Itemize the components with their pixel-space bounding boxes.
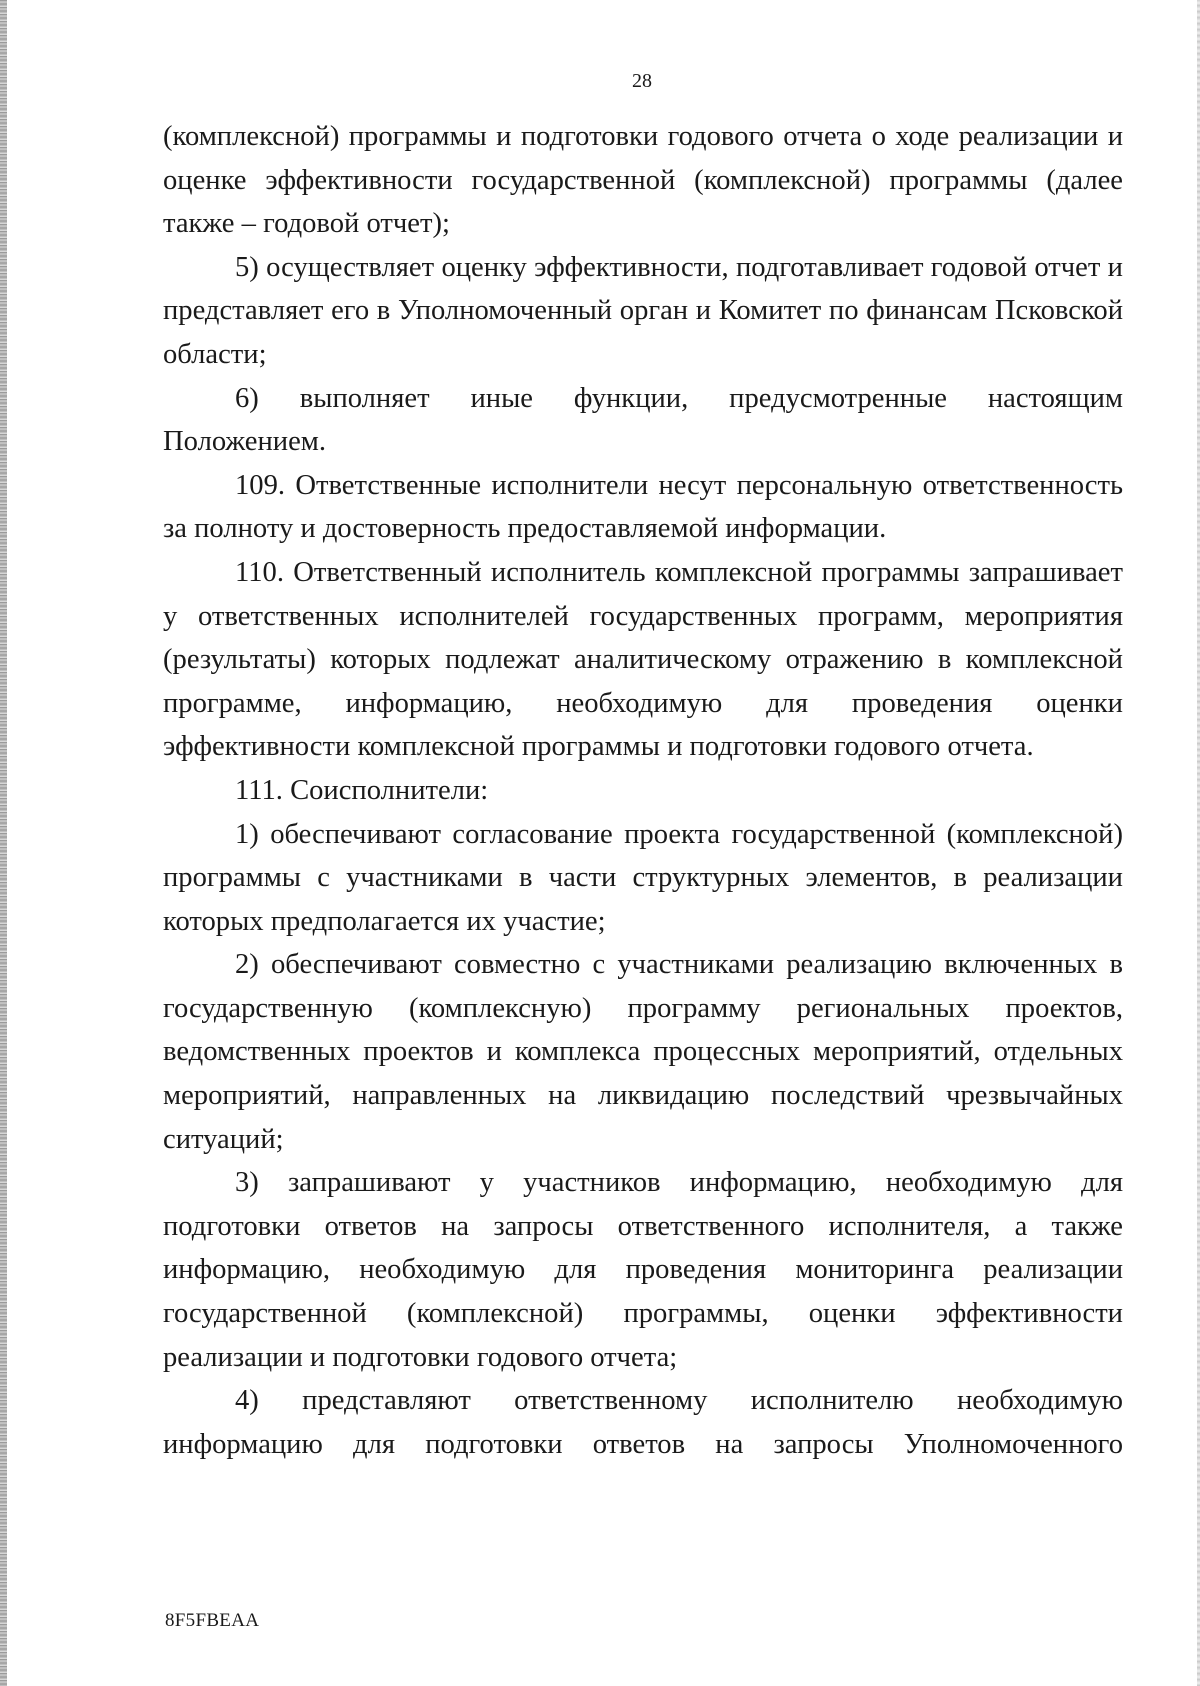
- paragraph-sub-item-3: 3) запрашивают у участников информацию, необходимую для подготовки ответов на запросы ответственного исполнителя, а также информацию, необходимую для проведения мониторинга реализации государственной (комплексной) программы, оценки эффективности реализации и подготовки годового отчета;: [163, 1167, 1123, 1373]
- page-number: 28: [632, 70, 652, 92]
- paragraph-sub-item-2: 2) обеспечивают совместно с участниками реализацию включенных в государственную (комплексную) программу региональных проектов, ведомственных проектов и комплекса процессных мероприятий, отдельных мероприятий, направленных на ликвидацию последствий чрезвычайных ситуаций;: [163, 949, 1123, 1155]
- paragraph-clause-110: 110. Ответственный исполнитель комплексной программы запрашивает у ответственных исполнителей государственных программ, мероприятия (результаты) которых подлежат аналитическому отражению в комплексной программе, информацию, необходимую для проведения оценки эффективности комплексной программы и подготовки годового отчета.: [163, 556, 1123, 763]
- scan-edge-left: [0, 0, 7, 1686]
- document-code: 8F5FBEAA: [165, 1610, 260, 1631]
- paragraph-sub-item-1: 1) обеспечивают согласование проекта государственной (комплексной) программы с участниками в части структурных элементов, в реализации которых предполагается их участие;: [163, 818, 1123, 937]
- paragraph-sub-item-4: 4) представляют ответственному исполнителю необходимую информацию для подготовки ответов на запросы Уполномоченного: [163, 1385, 1123, 1460]
- document-body: [163, 115, 1123, 1466]
- paragraph-item-5: 5) осуществляет оценку эффективности, подготавливает годовой отчет и представляет его в Уполномоченный орган и Комитет по финансам Псковской области;: [163, 251, 1123, 370]
- paragraph-continuation: (комплексной) программы и подготовки годового отчета о ходе реализации и оценке эффективности государственной (комплексной) программы (далее также – годовой отчет);: [163, 121, 1123, 240]
- paragraph-clause-111: 111. Соисполнители:: [235, 774, 489, 806]
- paragraph-clause-109: 109. Ответственные исполнители несут персональную ответственность за полноту и достоверность предоставляемой информации.: [163, 469, 1123, 545]
- paragraph-item-6: 6) выполняет иные функции, предусмотренные настоящим Положением.: [163, 382, 1123, 458]
